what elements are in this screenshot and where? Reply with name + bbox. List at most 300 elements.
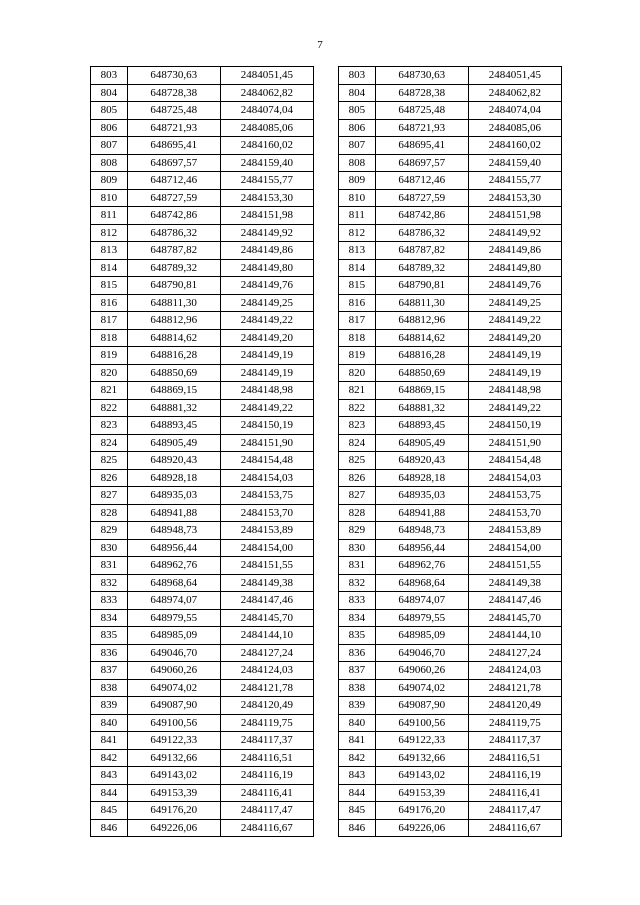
point-number-right: 842 [339, 749, 376, 767]
table-row [91, 189, 562, 207]
table-row [91, 504, 562, 522]
x-coordinate-right: 649176,20 [375, 802, 468, 820]
point-number-left: 815 [91, 277, 128, 295]
x-coordinate-left: 648948,73 [127, 522, 220, 540]
point-number-left: 846 [91, 819, 128, 837]
y-coordinate-right: 2484149,80 [468, 259, 561, 277]
x-coordinate-right: 648869,15 [375, 382, 468, 400]
point-number-right: 820 [339, 364, 376, 382]
y-coordinate-right: 2484155,77 [468, 172, 561, 190]
point-number-right: 824 [339, 434, 376, 452]
y-coordinate-left: 2484149,92 [220, 224, 313, 242]
table-row [91, 382, 562, 400]
table-row [91, 539, 562, 557]
x-coordinate-right: 648956,44 [375, 539, 468, 557]
x-coordinate-left: 648905,49 [127, 434, 220, 452]
point-number-right: 827 [339, 487, 376, 505]
x-coordinate-right: 648816,28 [375, 347, 468, 365]
point-number-left: 807 [91, 137, 128, 155]
y-coordinate-left: 2484117,37 [220, 732, 313, 750]
table-row [91, 347, 562, 365]
y-coordinate-right: 2484144,10 [468, 627, 561, 645]
table-row [91, 102, 562, 120]
table-row [91, 679, 562, 697]
x-coordinate-right: 649087,90 [375, 697, 468, 715]
point-number-left: 817 [91, 312, 128, 330]
y-coordinate-right: 2484154,03 [468, 469, 561, 487]
x-coordinate-left: 648725,48 [127, 102, 220, 120]
point-number-left: 804 [91, 84, 128, 102]
x-coordinate-right: 649153,39 [375, 784, 468, 802]
x-coordinate-left: 648812,96 [127, 312, 220, 330]
x-coordinate-right: 648712,46 [375, 172, 468, 190]
x-coordinate-right: 648695,41 [375, 137, 468, 155]
point-number-right: 831 [339, 557, 376, 575]
y-coordinate-right: 2484149,22 [468, 399, 561, 417]
point-number-left: 822 [91, 399, 128, 417]
x-coordinate-left: 648712,46 [127, 172, 220, 190]
table-row [91, 259, 562, 277]
point-number-right: 834 [339, 609, 376, 627]
column-gap [313, 67, 338, 85]
x-coordinate-left: 648881,32 [127, 399, 220, 417]
y-coordinate-right: 2484151,55 [468, 557, 561, 575]
page-number: 7 [317, 39, 323, 51]
point-number-left: 814 [91, 259, 128, 277]
x-coordinate-left: 649122,33 [127, 732, 220, 750]
column-gap [313, 172, 338, 190]
point-number-left: 834 [91, 609, 128, 627]
x-coordinate-left: 649060,26 [127, 662, 220, 680]
y-coordinate-left: 2484150,19 [220, 417, 313, 435]
point-number-left: 824 [91, 434, 128, 452]
y-coordinate-left: 2484149,80 [220, 259, 313, 277]
column-gap [313, 644, 338, 662]
x-coordinate-left: 648789,32 [127, 259, 220, 277]
column-gap [313, 277, 338, 295]
table-row [91, 172, 562, 190]
x-coordinate-left: 648790,81 [127, 277, 220, 295]
y-coordinate-left: 2484124,03 [220, 662, 313, 680]
table-row [91, 469, 562, 487]
table-row [91, 364, 562, 382]
table-row [91, 644, 562, 662]
point-number-left: 816 [91, 294, 128, 312]
point-number-right: 825 [339, 452, 376, 470]
y-coordinate-left: 2484153,30 [220, 189, 313, 207]
column-gap [313, 819, 338, 837]
point-number-left: 808 [91, 154, 128, 172]
y-coordinate-left: 2484062,82 [220, 84, 313, 102]
point-number-left: 836 [91, 644, 128, 662]
coordinates-table-body [91, 67, 562, 837]
y-coordinate-right: 2484147,46 [468, 592, 561, 610]
table-row [91, 154, 562, 172]
column-gap [313, 119, 338, 137]
point-number-left: 821 [91, 382, 128, 400]
table-row [91, 67, 562, 85]
point-number-left: 844 [91, 784, 128, 802]
y-coordinate-left: 2484149,19 [220, 347, 313, 365]
y-coordinate-right: 2484154,00 [468, 539, 561, 557]
x-coordinate-right: 649226,06 [375, 819, 468, 837]
point-number-right: 838 [339, 679, 376, 697]
table-row [91, 399, 562, 417]
point-number-left: 833 [91, 592, 128, 610]
y-coordinate-right: 2484116,41 [468, 784, 561, 802]
point-number-right: 846 [339, 819, 376, 837]
y-coordinate-left: 2484149,76 [220, 277, 313, 295]
x-coordinate-left: 648697,57 [127, 154, 220, 172]
y-coordinate-right: 2484149,76 [468, 277, 561, 295]
table-row [91, 522, 562, 540]
point-number-right: 837 [339, 662, 376, 680]
y-coordinate-right: 2484121,78 [468, 679, 561, 697]
point-number-left: 843 [91, 767, 128, 785]
point-number-left: 811 [91, 207, 128, 225]
x-coordinate-right: 649122,33 [375, 732, 468, 750]
point-number-right: 803 [339, 67, 376, 85]
x-coordinate-left: 648721,93 [127, 119, 220, 137]
x-coordinate-right: 648985,09 [375, 627, 468, 645]
column-gap [313, 679, 338, 697]
column-gap [313, 609, 338, 627]
point-number-right: 813 [339, 242, 376, 260]
x-coordinate-right: 648697,57 [375, 154, 468, 172]
x-coordinate-right: 649060,26 [375, 662, 468, 680]
x-coordinate-left: 649226,06 [127, 819, 220, 837]
table-row [91, 224, 562, 242]
x-coordinate-right: 648974,07 [375, 592, 468, 610]
table-row [91, 452, 562, 470]
point-number-right: 815 [339, 277, 376, 295]
point-number-left: 810 [91, 189, 128, 207]
x-coordinate-right: 649132,66 [375, 749, 468, 767]
column-gap [313, 259, 338, 277]
column-gap [313, 714, 338, 732]
y-coordinate-right: 2484062,82 [468, 84, 561, 102]
point-number-right: 809 [339, 172, 376, 190]
x-coordinate-left: 648974,07 [127, 592, 220, 610]
x-coordinate-right: 648928,18 [375, 469, 468, 487]
column-gap [313, 154, 338, 172]
point-number-right: 823 [339, 417, 376, 435]
column-gap [313, 732, 338, 750]
y-coordinate-left: 2484154,00 [220, 539, 313, 557]
column-gap [313, 434, 338, 452]
y-coordinate-left: 2484121,78 [220, 679, 313, 697]
x-coordinate-left: 648850,69 [127, 364, 220, 382]
x-coordinate-left: 648786,32 [127, 224, 220, 242]
point-number-right: 822 [339, 399, 376, 417]
point-number-right: 807 [339, 137, 376, 155]
y-coordinate-right: 2484124,03 [468, 662, 561, 680]
point-number-right: 818 [339, 329, 376, 347]
y-coordinate-left: 2484116,41 [220, 784, 313, 802]
y-coordinate-right: 2484120,49 [468, 697, 561, 715]
table-row [91, 84, 562, 102]
y-coordinate-right: 2484149,20 [468, 329, 561, 347]
y-coordinate-left: 2484149,22 [220, 399, 313, 417]
x-coordinate-right: 648941,88 [375, 504, 468, 522]
y-coordinate-right: 2484149,86 [468, 242, 561, 260]
point-number-right: 835 [339, 627, 376, 645]
table-row [91, 242, 562, 260]
y-coordinate-left: 2484127,24 [220, 644, 313, 662]
x-coordinate-right: 648787,82 [375, 242, 468, 260]
y-coordinate-left: 2484120,49 [220, 697, 313, 715]
point-number-left: 845 [91, 802, 128, 820]
y-coordinate-left: 2484074,04 [220, 102, 313, 120]
point-number-left: 829 [91, 522, 128, 540]
point-number-right: 845 [339, 802, 376, 820]
y-coordinate-right: 2484119,75 [468, 714, 561, 732]
y-coordinate-left: 2484117,47 [220, 802, 313, 820]
y-coordinate-left: 2484155,77 [220, 172, 313, 190]
table-row [91, 802, 562, 820]
point-number-left: 819 [91, 347, 128, 365]
x-coordinate-right: 649074,02 [375, 679, 468, 697]
y-coordinate-right: 2484154,48 [468, 452, 561, 470]
point-number-right: 808 [339, 154, 376, 172]
x-coordinate-right: 648948,73 [375, 522, 468, 540]
x-coordinate-left: 649176,20 [127, 802, 220, 820]
y-coordinate-right: 2484149,25 [468, 294, 561, 312]
table-row [91, 714, 562, 732]
table-row [91, 137, 562, 155]
x-coordinate-right: 648811,30 [375, 294, 468, 312]
point-number-right: 821 [339, 382, 376, 400]
point-number-right: 844 [339, 784, 376, 802]
y-coordinate-right: 2484160,02 [468, 137, 561, 155]
point-number-right: 819 [339, 347, 376, 365]
column-gap [313, 242, 338, 260]
x-coordinate-right: 648968,64 [375, 574, 468, 592]
x-coordinate-right: 648790,81 [375, 277, 468, 295]
column-gap [313, 574, 338, 592]
point-number-left: 835 [91, 627, 128, 645]
x-coordinate-right: 648893,45 [375, 417, 468, 435]
column-gap [313, 347, 338, 365]
y-coordinate-right: 2484149,19 [468, 347, 561, 365]
point-number-left: 827 [91, 487, 128, 505]
x-coordinate-right: 648814,62 [375, 329, 468, 347]
y-coordinate-right: 2484150,19 [468, 417, 561, 435]
table-row [91, 487, 562, 505]
x-coordinate-right: 648905,49 [375, 434, 468, 452]
point-number-left: 820 [91, 364, 128, 382]
column-gap [313, 749, 338, 767]
table-row [91, 119, 562, 137]
table-row [91, 592, 562, 610]
y-coordinate-left: 2484159,40 [220, 154, 313, 172]
column-gap [313, 487, 338, 505]
x-coordinate-left: 648935,03 [127, 487, 220, 505]
x-coordinate-right: 648725,48 [375, 102, 468, 120]
y-coordinate-right: 2484116,19 [468, 767, 561, 785]
x-coordinate-left: 649132,66 [127, 749, 220, 767]
y-coordinate-left: 2484153,75 [220, 487, 313, 505]
column-gap [313, 452, 338, 470]
table-row [91, 294, 562, 312]
column-gap [313, 784, 338, 802]
point-number-left: 823 [91, 417, 128, 435]
y-coordinate-left: 2484160,02 [220, 137, 313, 155]
point-number-left: 842 [91, 749, 128, 767]
x-coordinate-left: 648727,59 [127, 189, 220, 207]
point-number-right: 806 [339, 119, 376, 137]
y-coordinate-right: 2484151,90 [468, 434, 561, 452]
y-coordinate-left: 2484151,55 [220, 557, 313, 575]
y-coordinate-right: 2484149,38 [468, 574, 561, 592]
point-number-left: 813 [91, 242, 128, 260]
column-gap [313, 137, 338, 155]
x-coordinate-left: 648787,82 [127, 242, 220, 260]
column-gap [313, 312, 338, 330]
point-number-right: 826 [339, 469, 376, 487]
column-gap [313, 627, 338, 645]
y-coordinate-left: 2484148,98 [220, 382, 313, 400]
table-row [91, 417, 562, 435]
y-coordinate-right: 2484117,37 [468, 732, 561, 750]
x-coordinate-right: 648742,86 [375, 207, 468, 225]
x-coordinate-left: 648979,55 [127, 609, 220, 627]
column-gap [313, 539, 338, 557]
table-row [91, 767, 562, 785]
point-number-left: 839 [91, 697, 128, 715]
x-coordinate-right: 648727,59 [375, 189, 468, 207]
x-coordinate-left: 649100,56 [127, 714, 220, 732]
point-number-left: 832 [91, 574, 128, 592]
y-coordinate-left: 2484149,20 [220, 329, 313, 347]
y-coordinate-left: 2484154,03 [220, 469, 313, 487]
x-coordinate-right: 649100,56 [375, 714, 468, 732]
y-coordinate-left: 2484149,86 [220, 242, 313, 260]
point-number-right: 830 [339, 539, 376, 557]
y-coordinate-left: 2484145,70 [220, 609, 313, 627]
x-coordinate-left: 648941,88 [127, 504, 220, 522]
column-gap [313, 382, 338, 400]
point-number-left: 840 [91, 714, 128, 732]
point-number-left: 806 [91, 119, 128, 137]
y-coordinate-left: 2484153,89 [220, 522, 313, 540]
table-row [91, 627, 562, 645]
point-number-right: 810 [339, 189, 376, 207]
column-gap [313, 697, 338, 715]
table-row [91, 574, 562, 592]
table-row [91, 732, 562, 750]
y-coordinate-right: 2484127,24 [468, 644, 561, 662]
point-number-right: 840 [339, 714, 376, 732]
y-coordinate-left: 2484149,19 [220, 364, 313, 382]
y-coordinate-right: 2484116,51 [468, 749, 561, 767]
x-coordinate-left: 649143,02 [127, 767, 220, 785]
x-coordinate-left: 648816,28 [127, 347, 220, 365]
point-number-right: 836 [339, 644, 376, 662]
point-number-right: 816 [339, 294, 376, 312]
y-coordinate-right: 2484149,22 [468, 312, 561, 330]
point-number-left: 818 [91, 329, 128, 347]
table-row [91, 434, 562, 452]
point-number-right: 828 [339, 504, 376, 522]
column-gap [313, 329, 338, 347]
column-gap [313, 84, 338, 102]
point-number-right: 812 [339, 224, 376, 242]
x-coordinate-left: 648811,30 [127, 294, 220, 312]
point-number-left: 841 [91, 732, 128, 750]
column-gap [313, 504, 338, 522]
x-coordinate-left: 649153,39 [127, 784, 220, 802]
y-coordinate-left: 2484085,06 [220, 119, 313, 137]
x-coordinate-left: 648869,15 [127, 382, 220, 400]
point-number-right: 833 [339, 592, 376, 610]
x-coordinate-left: 648985,09 [127, 627, 220, 645]
y-coordinate-left: 2484149,38 [220, 574, 313, 592]
x-coordinate-right: 648962,76 [375, 557, 468, 575]
y-coordinate-right: 2484117,47 [468, 802, 561, 820]
table-row [91, 662, 562, 680]
column-gap [313, 767, 338, 785]
x-coordinate-left: 648730,63 [127, 67, 220, 85]
x-coordinate-right: 648721,93 [375, 119, 468, 137]
x-coordinate-left: 648920,43 [127, 452, 220, 470]
point-number-left: 838 [91, 679, 128, 697]
point-number-right: 843 [339, 767, 376, 785]
point-number-right: 832 [339, 574, 376, 592]
point-number-left: 826 [91, 469, 128, 487]
y-coordinate-right: 2484149,19 [468, 364, 561, 382]
column-gap [313, 207, 338, 225]
y-coordinate-right: 2484085,06 [468, 119, 561, 137]
y-coordinate-left: 2484151,90 [220, 434, 313, 452]
x-coordinate-left: 648928,18 [127, 469, 220, 487]
point-number-right: 814 [339, 259, 376, 277]
column-gap [313, 399, 338, 417]
point-number-left: 837 [91, 662, 128, 680]
y-coordinate-right: 2484151,98 [468, 207, 561, 225]
column-gap [313, 522, 338, 540]
column-gap [313, 662, 338, 680]
table-row [91, 557, 562, 575]
y-coordinate-right: 2484153,89 [468, 522, 561, 540]
y-coordinate-right: 2484159,40 [468, 154, 561, 172]
x-coordinate-left: 648968,64 [127, 574, 220, 592]
x-coordinate-left: 648728,38 [127, 84, 220, 102]
point-number-right: 829 [339, 522, 376, 540]
x-coordinate-right: 648730,63 [375, 67, 468, 85]
x-coordinate-left: 649087,90 [127, 697, 220, 715]
x-coordinate-right: 648979,55 [375, 609, 468, 627]
y-coordinate-left: 2484149,22 [220, 312, 313, 330]
point-number-right: 839 [339, 697, 376, 715]
point-number-left: 831 [91, 557, 128, 575]
coordinates-table [90, 66, 562, 837]
x-coordinate-right: 648789,32 [375, 259, 468, 277]
x-coordinate-right: 649143,02 [375, 767, 468, 785]
y-coordinate-left: 2484119,75 [220, 714, 313, 732]
y-coordinate-left: 2484116,51 [220, 749, 313, 767]
x-coordinate-right: 648786,32 [375, 224, 468, 242]
x-coordinate-right: 648812,96 [375, 312, 468, 330]
table-row [91, 609, 562, 627]
column-gap [313, 417, 338, 435]
x-coordinate-left: 648742,86 [127, 207, 220, 225]
x-coordinate-left: 648695,41 [127, 137, 220, 155]
point-number-right: 805 [339, 102, 376, 120]
column-gap [313, 469, 338, 487]
column-gap [313, 294, 338, 312]
x-coordinate-right: 648850,69 [375, 364, 468, 382]
